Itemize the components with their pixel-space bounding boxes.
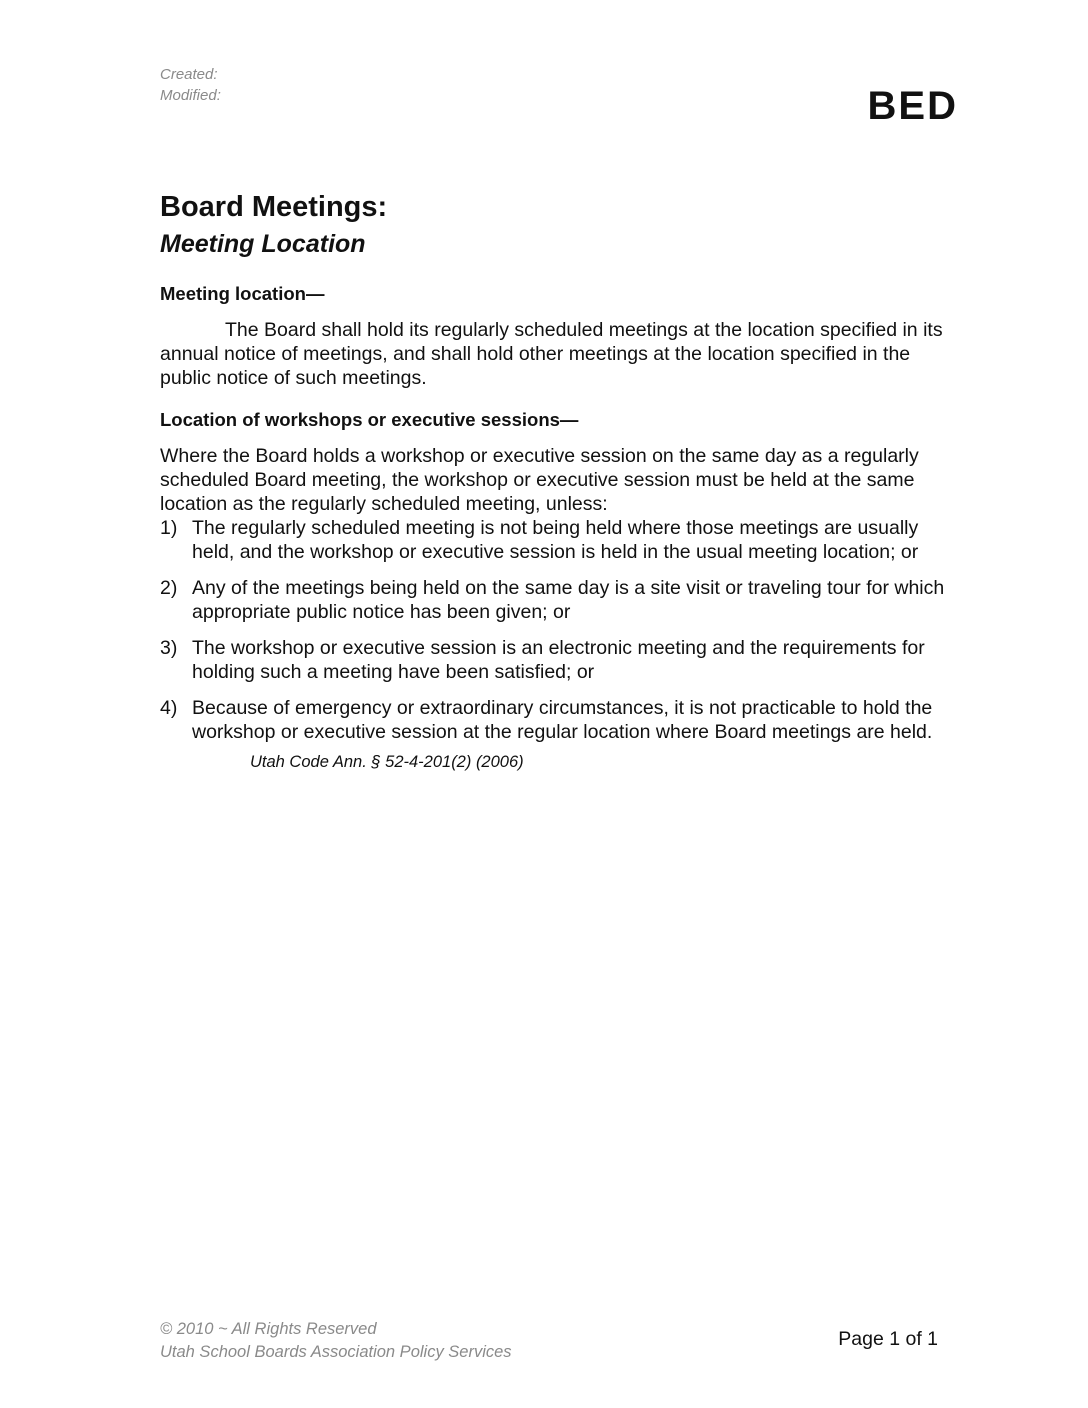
list-item-number: 4) [160, 697, 178, 719]
section-workshop-location [160, 408, 960, 774]
list-item-text: The regularly scheduled meeting is not being held where those meetings are usually held, and the workshop or executive session is held in the usual meeting location; or [192, 517, 919, 563]
section-paragraph: Where the Board holds a workshop or executive session on the same day as a regularly scheduled Board meeting, the workshop or executive session must be held at the same location as the regularly scheduled meeting, unless: [160, 445, 919, 515]
footer-copyright [160, 1318, 512, 1364]
list-item [160, 696, 960, 744]
exception-list [160, 516, 960, 744]
organization-text: Utah School Boards Association Policy Services [160, 1343, 512, 1361]
section-paragraph: The Board shall hold its regularly scheduled meetings at the location specified in its annual notice of meetings, and shall hold other meetings at the location specified in the public notice of such meetings. [160, 319, 943, 389]
section-heading: Location of workshops or executive sessions— [160, 409, 579, 430]
list-item-number: 3) [160, 637, 178, 659]
created-label: Created: [160, 66, 218, 83]
page-title: Board Meetings: [160, 191, 388, 223]
copyright-text: © 2010 ~ All Rights Reserved [160, 1320, 377, 1338]
list-item-text: The workshop or executive session is an electronic meeting and the requirements for holding such a meeting have been satisfied; or [192, 637, 925, 683]
legal-citation: Utah Code Ann. § 52-4-201(2) (2006) [250, 753, 524, 771]
section-meeting-location [160, 282, 960, 390]
list-item [160, 576, 960, 624]
document-metadata [160, 64, 221, 106]
modified-label: Modified: [160, 87, 221, 104]
list-item [160, 516, 960, 564]
list-item [160, 636, 960, 684]
policy-code: BED [867, 84, 958, 128]
section-heading: Meeting location— [160, 283, 325, 304]
list-item-number: 1) [160, 517, 178, 539]
page-subtitle: Meeting Location [160, 230, 366, 258]
list-item-text: Any of the meetings being held on the same day is a site visit or traveling tour for which appropriate public notice has been given; or [192, 577, 945, 623]
document-body [160, 282, 960, 774]
list-item-text: Because of emergency or extraordinary circumstances, it is not practicable to hold the workshop or executive session at the regular location where Board meetings are held. [192, 697, 933, 743]
page-number: Page 1 of 1 [838, 1328, 938, 1350]
list-item-number: 2) [160, 577, 178, 599]
